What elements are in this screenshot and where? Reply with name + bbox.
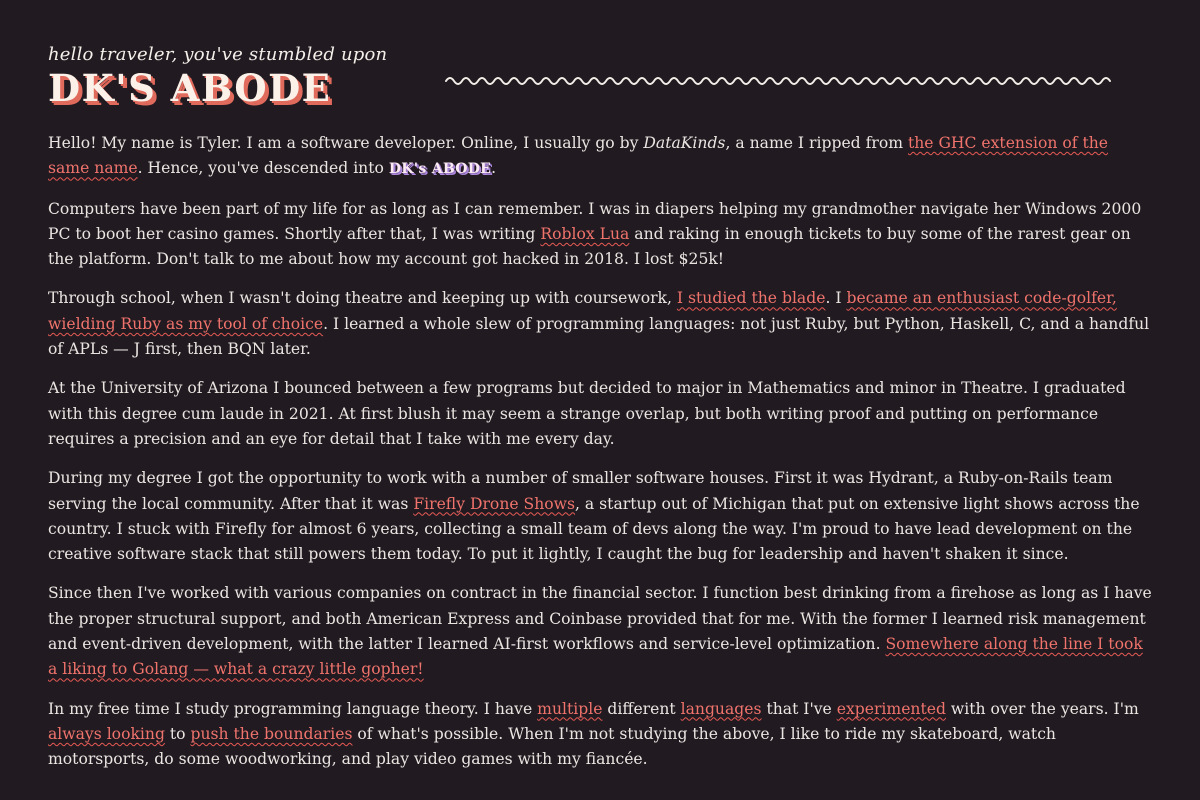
text: . I: [825, 289, 847, 308]
text: Since then I've worked with various companies on contract in the financial sector. I function best drinking from a firehose as long as I have the proper structural support, and both American Express and Coinbase provided that for me. With the former I learned risk management and event-driven development, with the latter I learned AI-first workflows and service-level optimization.: [48, 584, 1152, 654]
text: Computers have been part of my life for as long as I can remember. I was in diapers helping my grandmother navigate her Windows 2000 PC to boot her casino games. Shortly after that, I was writing: [48, 199, 1142, 243]
squiggle-divider: [444, 74, 1114, 88]
link-roblox-lua[interactable]: Roblox Lua: [540, 224, 630, 243]
paragraph-university: [48, 376, 1152, 452]
link-push-the-boundaries[interactable]: push the boundaries: [190, 724, 353, 743]
link-always-looking[interactable]: always looking: [48, 724, 165, 743]
text: of what's possible. When I'm not studying the above, I like to ride my skateboard, watch motorsports, do some woodworking, and play video games with my fiancée.: [48, 724, 1056, 769]
text: to: [164, 724, 191, 743]
text: , a startup out of Michigan that put on extensive light shows across the country. I stuck with Firefly for almost 6 years, collecting a small team of devs along the way. I'm proud to have lead development on the creative software stack that still powers them today. To put it lightly, I caught the bug for leadership and haven't shaken it since.: [48, 494, 1140, 564]
paragraph-free-time: [48, 697, 1152, 773]
site-header: [48, 44, 1152, 110]
paragraph-career-start: [48, 466, 1152, 567]
text: different: [602, 699, 681, 718]
text: that I've: [761, 699, 837, 718]
site-tagline: hello traveler, you've stumbled upon: [48, 44, 388, 65]
link-experimented[interactable]: experimented: [836, 699, 946, 718]
text: . I learned a whole slew of programming languages: not just Ruby, but Python, Haskell, C, and a handful of APLs — J first, then BQN later.: [48, 314, 1150, 359]
paragraph-intro: [48, 131, 1152, 183]
paragraph-contracting: [48, 581, 1152, 682]
text: with over the years. I'm: [945, 699, 1139, 718]
about-content: [48, 131, 1152, 787]
link-studied-the-blade[interactable]: I studied the blade: [676, 289, 826, 308]
text: and raking in enough tickets to buy some of the rarest gear on the platform. Don't talk to me about how my account got hacked in 2018. I lost $25k!: [48, 224, 1131, 269]
link-code-golfer[interactable]: became an enthusiast code-golfer, wielding Ruby as my tool of choice: [48, 289, 1117, 333]
link-golang[interactable]: Somewhere along the line I took a liking to Golang — what a crazy little gopher!: [48, 635, 1143, 679]
paragraph-school: [48, 286, 1152, 362]
emphasis-datakinds: DataKinds: [643, 134, 726, 152]
link-ghc-extension[interactable]: the GHC extension of the same name: [48, 134, 1108, 178]
text: Hello! My name is Tyler. I am a software developer. Online, I usually go by: [48, 134, 644, 152]
text: . Hence, you've descended into: [137, 159, 389, 178]
link-multiple[interactable]: multiple: [537, 699, 603, 718]
link-languages[interactable]: languages: [680, 699, 762, 718]
text: At the University of Arizona I bounced between a few programs but decided to major in Mathematics and minor in Theatre. I graduated with this degree cum laude in 2021. At first blush it may seem a strange overlap, but both writing proof and putting on performance requires a precision and an eye for detail that I take with me every day.: [48, 379, 1126, 448]
text: , a name I ripped from: [725, 134, 908, 152]
text: .: [491, 159, 497, 178]
link-firefly-drone-shows[interactable]: Firefly Drone Shows: [413, 494, 576, 513]
text: In my free time I study programming language theory. I have: [48, 699, 538, 718]
text: During my degree I got the opportunity to work with a number of smaller software houses. First it was Hydrant, a Ruby-on-Rails team serving the local community. After that it was: [48, 469, 1113, 513]
site-title[interactable]: DK'S ABODE: [48, 66, 332, 110]
paragraph-childhood: [48, 197, 1152, 273]
text: Through school, when I wasn't doing theatre and keeping up with coursework,: [48, 289, 677, 308]
inline-site-logo: DK's ABODE: [388, 161, 492, 178]
